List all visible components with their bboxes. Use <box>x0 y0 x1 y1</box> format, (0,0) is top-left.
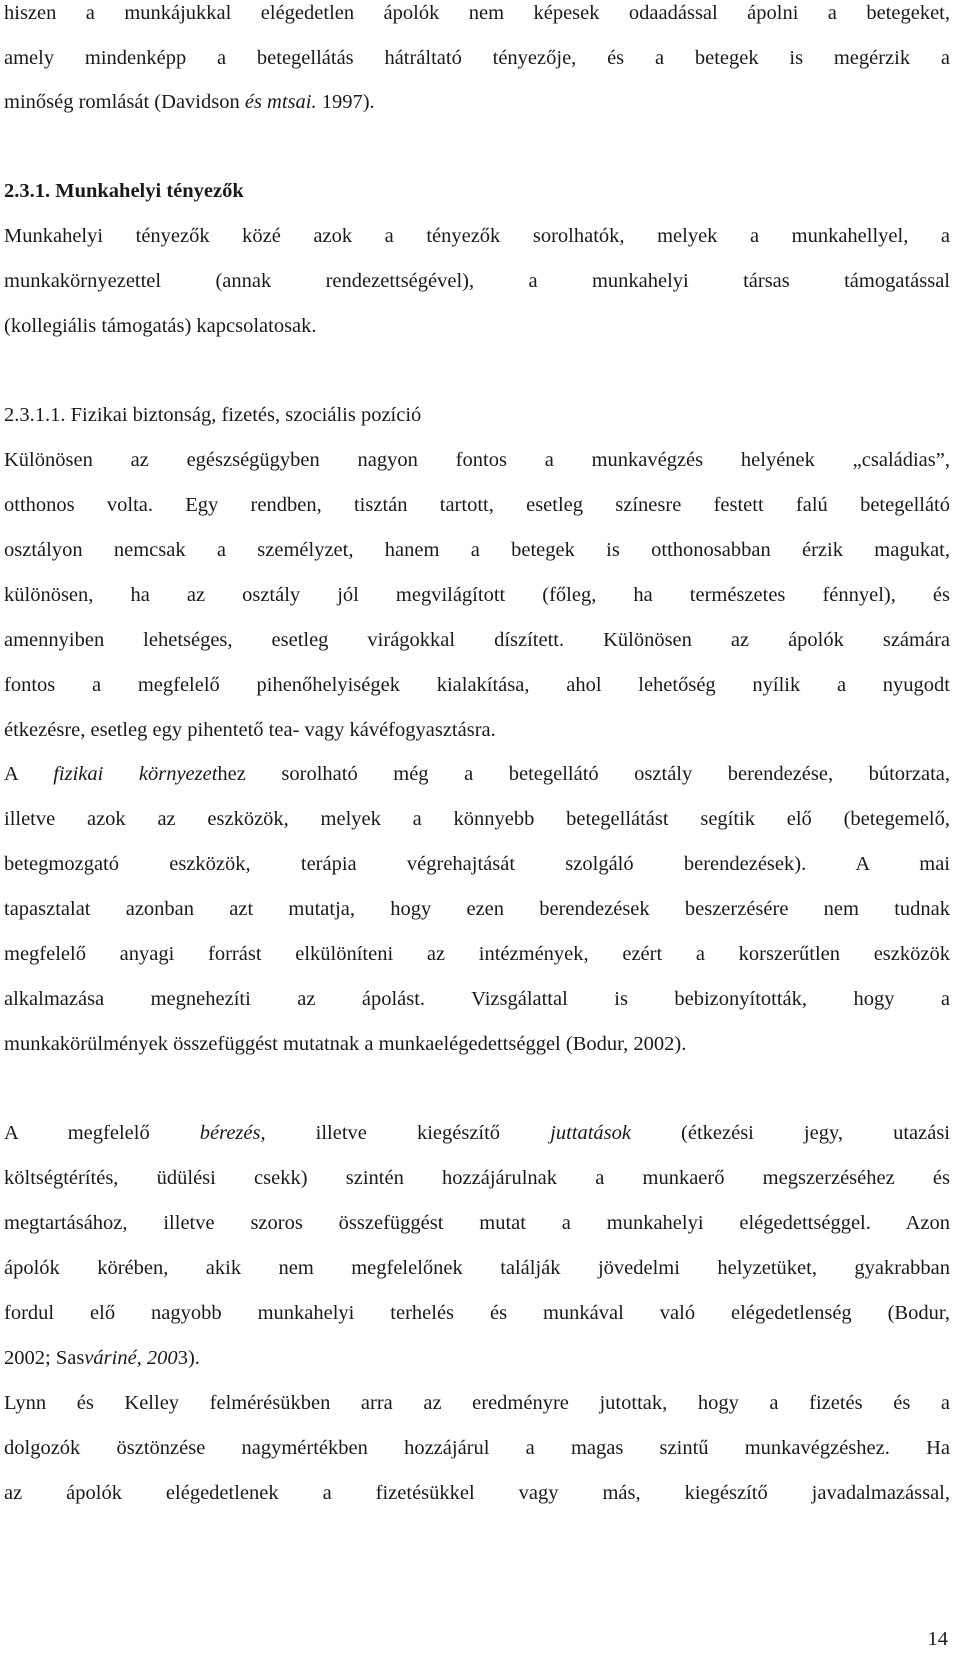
italic-text: váriné, 200 <box>84 1347 178 1369</box>
paragraph-line: dolgozók ösztönzése nagymértékben hozzájárul a magas szintű munkavégzéshez. Ha <box>4 1437 950 1459</box>
paragraph-line: étkezésre, esetleg egy pihentető tea- vagy kávéfogyasztásra. <box>4 719 496 741</box>
paragraph-line: illetve azok az eszközök, melyek a könnyebb betegellátást segítik elő (betegemelő, <box>4 808 950 830</box>
paragraph-line <box>4 89 950 115</box>
paragraph-line: Lynn és Kelley felmérésükben arra az eredményre jutottak, hogy a fizetés és a <box>4 1392 950 1414</box>
text-span: A <box>4 763 54 785</box>
italic-text: fizikai környezet <box>53 763 218 785</box>
paragraph-line: (kollegiális támogatás) kapcsolatosak. <box>4 315 317 337</box>
paragraph-line: tapasztalat azonban azt mutatja, hogy ezen berendezések beszerzésére nem tudnak <box>4 898 950 920</box>
paragraph-line: fordul elő nagyobb munkahelyi terhelés és munkával való elégedetlenség (Bodur, <box>4 1302 950 1324</box>
paragraph-line: Különösen az egészségügyben nagyon fontos a munkavégzés helyének „családias”, <box>4 449 950 471</box>
text-span: 3). <box>177 1347 200 1369</box>
paragraph-line <box>4 1120 950 1146</box>
text-span: , illetve kiegészítő <box>260 1122 551 1144</box>
paragraph-line: Munkahelyi tényezők közé azok a tényezők sorolhatók, melyek a munkahellyel, a <box>4 225 950 247</box>
paragraph-line: költségtérítés, üdülési csekk) szintén hozzájárulnak a munkaerő megszerzéséhez és <box>4 1167 950 1189</box>
text-span: 1997). <box>316 91 375 113</box>
paragraph-line: ápolók körében, akik nem megfelelőnek találják jövedelmi helyzetüket, gyakrabban <box>4 1257 950 1279</box>
paragraph-line: az ápolók elégedetlenek a fizetésükkel vagy más, kiegészítő javadalmazással, <box>4 1482 950 1504</box>
paragraph-line: betegmozgató eszközök, terápia végrehajtását szolgáló berendezések). A mai <box>4 853 950 875</box>
paragraph-line: hiszen a munkájukkal elégedetlen ápolók nem képesek odaadással ápolni a betegeket, <box>4 2 950 24</box>
paragraph-line: munkakörnyezettel (annak rendezettségével), a munkahelyi társas támogatással <box>4 270 950 292</box>
text-span: hez sorolható még a betegellátó osztály berendezése, bútorzata, <box>217 763 950 785</box>
paragraph-line: amennyiben lehetséges, esetleg virágokkal díszített. Különösen az ápolók számára <box>4 629 950 651</box>
paragraph-line: fontos a megfelelő pihenőhelyiségek kialakítása, ahol lehetőség nyílik a nyugodt <box>4 674 950 696</box>
text-span: (étkezési jegy, utazási <box>630 1122 950 1144</box>
text-span: 2002; Sas <box>4 1347 85 1369</box>
paragraph-line: megtartásához, illetve szoros összefüggést mutat a munkahelyi elégedettséggel. Azon <box>4 1212 950 1234</box>
paragraph-line <box>4 1345 950 1371</box>
italic-text: juttatások <box>550 1122 631 1144</box>
paragraph-line: különösen, ha az osztály jól megvilágított (főleg, ha természetes fénnyel), és <box>4 584 950 606</box>
page-number: 14 <box>927 1628 948 1650</box>
italic-text: és mtsai. <box>244 91 317 113</box>
paragraph-line: alkalmazása megnehezíti az ápolást. Vizsgálattal is bebizonyították, hogy a <box>4 988 950 1010</box>
section-heading: 2.3.1. Munkahelyi tényezők <box>4 180 244 202</box>
paragraph-line: osztályon nemcsak a személyzet, hanem a betegek is otthonosabban érzik magukat, <box>4 539 950 561</box>
paragraph-line: otthonos volta. Egy rendben, tisztán tartott, esetleg színesre festett falú betegellátó <box>4 494 950 516</box>
text-span: minőség romlását (Davidson <box>4 91 245 113</box>
paragraph-line <box>4 761 950 787</box>
italic-text: bérezés <box>199 1122 261 1144</box>
paragraph-line: megfelelő anyagi forrást elkülöníteni az intézmények, ezért a korszerűtlen eszközök <box>4 943 950 965</box>
paragraph-line: munkakörülmények összefüggést mutatnak a munkaelégedettséggel (Bodur, 2002). <box>4 1033 687 1055</box>
subsection-heading: 2.3.1.1. Fizikai biztonság, fizetés, szociális pozíció <box>4 404 422 426</box>
text-span: A megfelelő <box>4 1122 200 1144</box>
paragraph-line: amely mindenképp a betegellátás hátráltató tényezője, és a betegek is megérzik a <box>4 47 950 69</box>
